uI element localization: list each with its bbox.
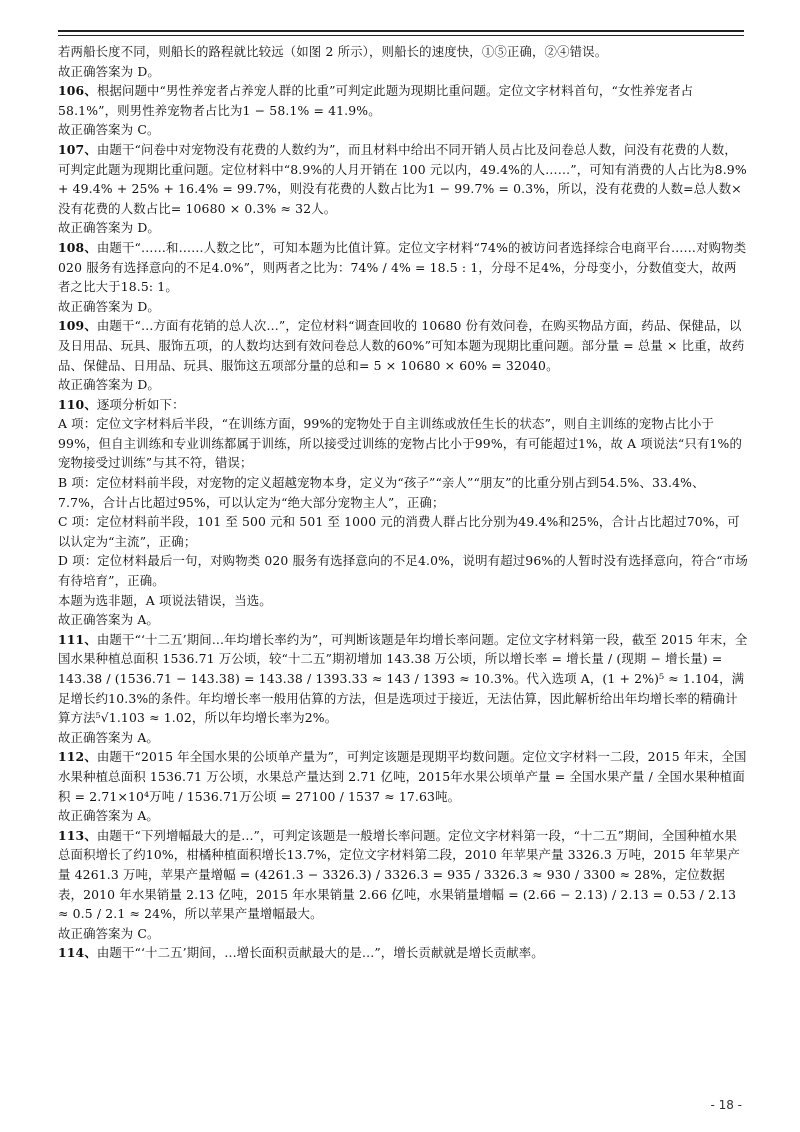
option-c-analysis: C 项：定位材料前半段，101 至 500 元和 501 至 1000 元的消费人群占比分别为49.4%和25%，合计占比超过70%，可以认定为“主流”，正确； bbox=[58, 514, 740, 549]
question-112: 112、由题干“2015 年全国水果的公顷单产量为”，可判定该题是现期平均数问题。定位文字材料一二段，2015 年末，全国水果种植总面积 1536.71 万公顷，水果总产量达到 2.71 亿吨，2015年水果公顷单产量 = 全国水果产量 / 全国水果种植面积 = 2.71×10⁴万吨 / 1536.71万公顷 = 27100 / 1537 ≈ 17.63吨。 bbox=[58, 749, 747, 804]
header-rule-thin bbox=[58, 35, 744, 36]
question-106: 106、根据问题中“男性养宠者占养宠人群的比重”可判定此题为现期比重问题。定位文字材料首句，“女性养宠者占58.1%”，则男性养宠物者占比为1 − 58.1% = 41.9%。 bbox=[58, 83, 694, 118]
answer-line: 故正确答案为 D。 bbox=[58, 377, 160, 393]
text-line: 若两船长度不同，则船长的路程就比较远（如图 2 所示），则船长的速度快，①⑤正确，②④错误。 bbox=[58, 44, 608, 59]
option-b-analysis: B 项：定位材料前半段，对宠物的定义超越宠物本身，定义为“孩子”“亲人”“朋友”的比重分别占到54.5%、33.4%、7.7%，合计占比超过95%，可以认定为“绝大部分宠物主人”，正确； bbox=[58, 475, 705, 510]
question-109: 109、由题干“…方面有花销的总人次…”，定位材料“调查回收的 10680 份有效问卷，在购买物品方面，药品、保健品，以及日用品、玩具、服饰五项，的人数均达到有效问卷总人数的60%”可知本题为现期比重问题。部分量 = 总量 × 比重，故药品、保健品、日用品、玩具、服饰这五项部分量的总和= 5 × 10680 × 60% = 32040。 bbox=[58, 318, 745, 373]
question-108: 108、由题干“……和……人数之比”，可知本题为比值计算。定位文字材料“74%的被访问者选择综合电商平台……对购物类 020 服务有选择意向的不足4.0%”，则两者之比为：74% / 4% = 18.5 : 1，分母不足4%，分母变小，分数值变大，故两者之比大于18.5: 1。 bbox=[58, 239, 747, 295]
answer-line: 故正确答案为 C。 bbox=[58, 925, 160, 941]
question-107: 107、由题干“问卷中对宠物没有花费的人数约为”，而且材料中给出不同开销人员占比及问卷总人数，问没有花费的人数，可判定此题为现期比重问题。定位材料中“8.9%的人月开销在 100 元以内，49.4%的人……”，可知有消费的人占比为8.9% + 49.4% + 25% + 16.4% = 99.7%，则没有花费的人数占比为1 − 99.7% = 0.3%，所以，没有花费的人数=总人数×没有花费的人数占比= 10680 × 0.3% ≈ 32人。 bbox=[58, 141, 747, 216]
text-line: 本题为选非题，A 项说法错误，当选。 bbox=[58, 592, 272, 608]
question-114: 114、由题干“‘十二五’期间，...增长面积贡献最大的是...”，增长贡献就是增长贡献率。 bbox=[58, 945, 544, 961]
header-rule-thick bbox=[58, 30, 744, 32]
answer-line: 故正确答案为 A。 bbox=[58, 612, 159, 628]
answer-line: 故正确答案为 D。 bbox=[58, 220, 160, 236]
question-113: 113、由题干“下列增幅最大的是...”，可判定该题是一般增长率问题。定位文字材料第一段，“十二五”期间，全国种植水果总面积增长了约10%，柑橘种植面积增长13.7%，定位文字材料第二段，2010 年苹果产量 3326.3 万吨，2015 年苹果产量 4261.3 万吨，苹果产量增幅 = (4261.3 − 3326.3) / 3326.3 = 935 / 3326.3 ≈ 930 / 3300 ≈ 28%，定位数据表，2010 年水果销量 2.13 亿吨，2015 年水果销量 2.66 亿吨，水果销量增幅 = (2.66 − 2.13) / 2.13 = 0.53 / 2.13 ≈ 0.5 / 2.1 ≈ 24%，所以苹果产量增幅最大。 bbox=[58, 827, 741, 922]
answer-line: 故正确答案为 D。 bbox=[58, 63, 160, 79]
question-110: 110、逐项分析如下： bbox=[58, 396, 185, 412]
document-body bbox=[58, 42, 748, 963]
answer-line: 故正确答案为 D。 bbox=[58, 298, 160, 314]
option-d-analysis: D 项：定位材料最后一句，对购物类 020 服务有选择意向的不足4.0%，说明有超过96%的人暂时没有选择意向，符合“市场有待培育”，正确。 bbox=[58, 553, 748, 589]
option-a-analysis: A 项：定位文字材料后半段，“在训练方面，99%的宠物处于自主训练或放任生长的状态”，则自主训练的宠物占比小于99%，但自主训练和专业训练都属于训练，所以接受过训练的宠物占比小于99%，有可能超过1%，故 A 项说法“只有1%的宠物接受过训练”与其不符，错误； bbox=[58, 416, 742, 471]
answer-line: 故正确答案为 A。 bbox=[58, 808, 159, 824]
page-number: - 18 - bbox=[710, 1098, 742, 1112]
answer-line: 故正确答案为 A。 bbox=[58, 729, 159, 745]
answer-line: 故正确答案为 C。 bbox=[58, 122, 160, 138]
question-111: 111、由题干“‘十二五’期间...年均增长率约为”，可判断该题是年均增长率问题。定位文字材料第一段，截至 2015 年末，全国水果种植总面积 1536.71 万公顷，较“十二五”期初增加 143.38 万公顷，所以增长率 = 增长量 / (现期 − 增长量) = 143.38 / (1536.71 − 143.38) = 143.38 / 1393.33 ≈ 143 / 1393 ≈ 10.3%。代入选项 A，(1 + 2%)⁵ ≈ 1.104，满足增长约10.3%的条件。年均增长率一般用估算的方法，但是选项过于接近，无法估算，因此解析给出年均增长率的精确计算方法⁵√1.103 ≈ 1.02，所以年均增长率为2%。 bbox=[58, 631, 748, 726]
